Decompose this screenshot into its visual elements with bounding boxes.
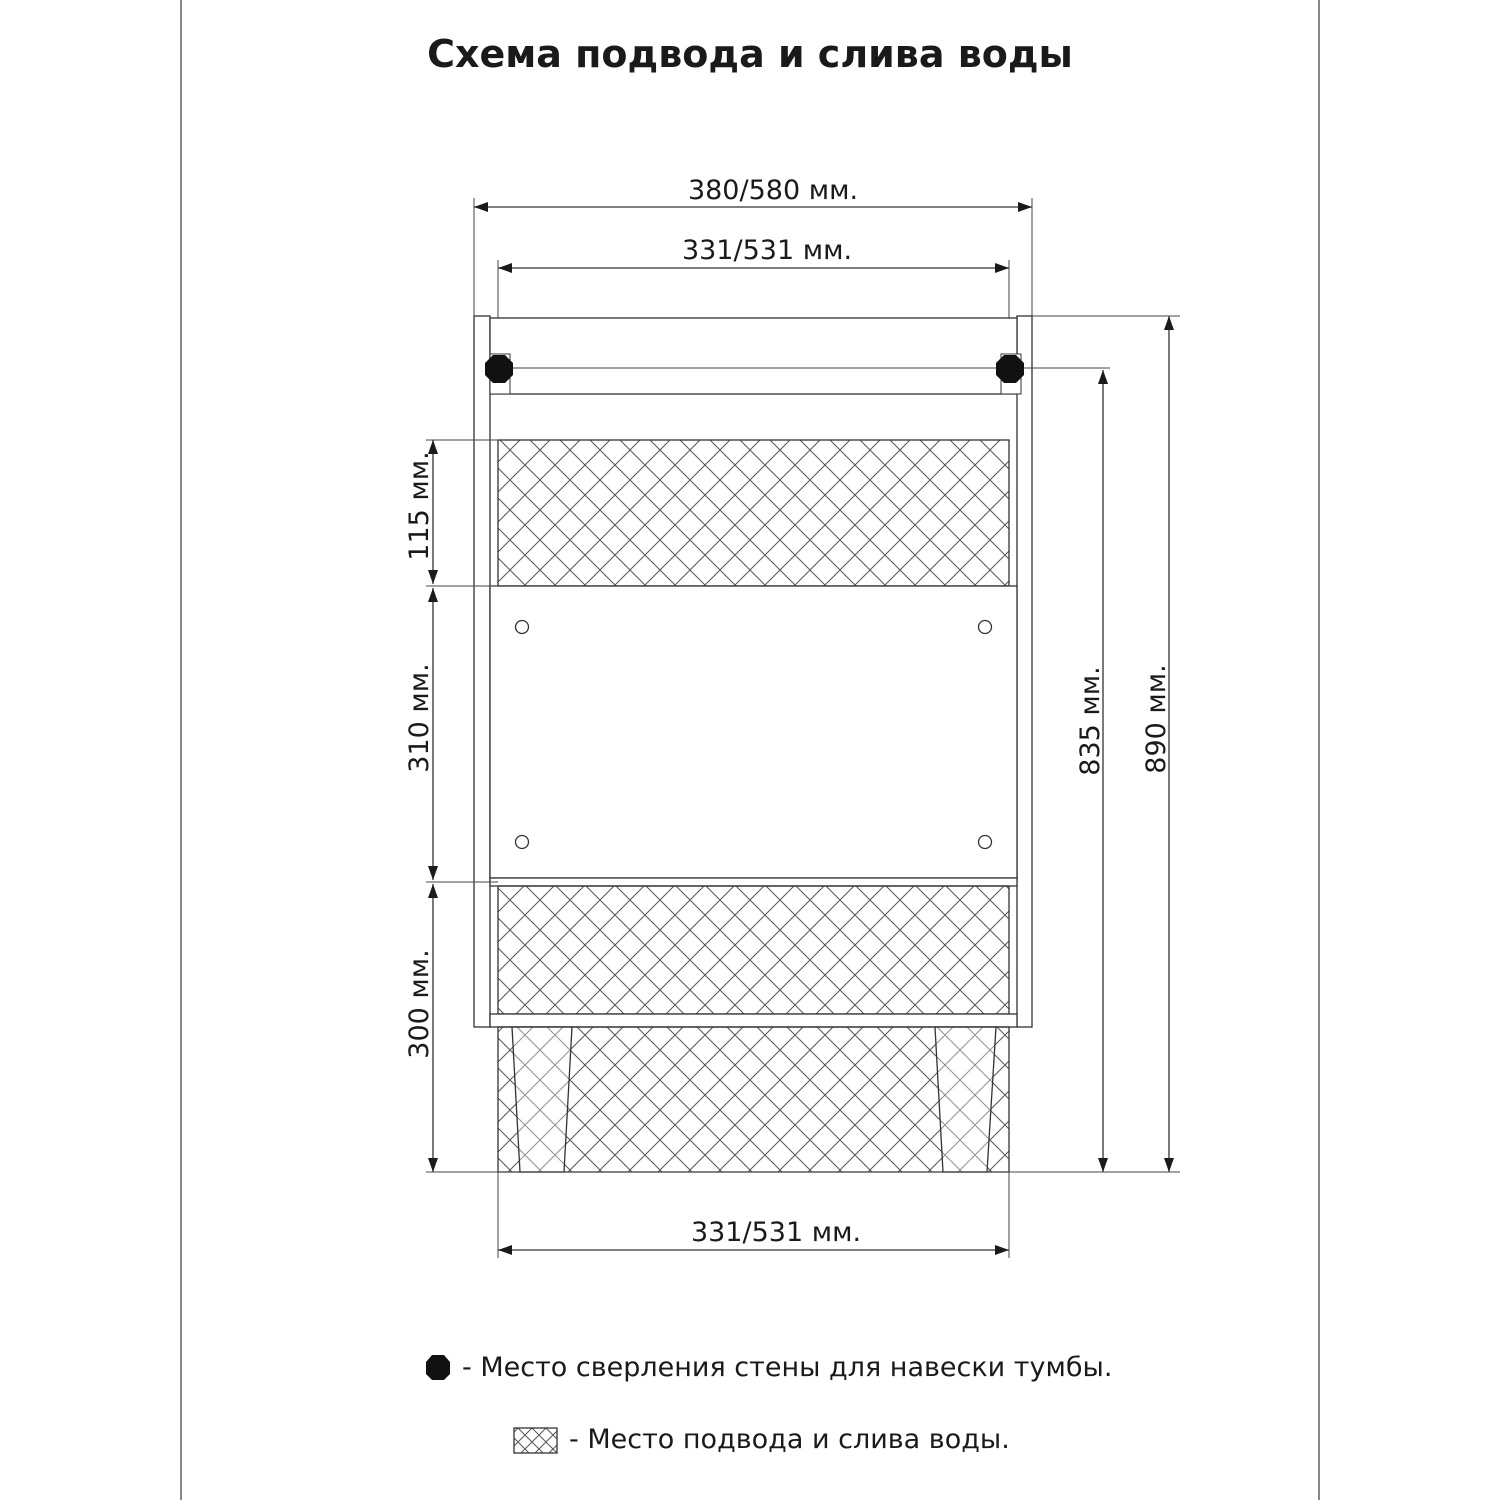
crosshatch-box-icon <box>514 1428 557 1453</box>
dimension-bottom <box>498 1172 1009 1258</box>
legend <box>426 1352 1112 1455</box>
screw-hole <box>979 836 992 849</box>
screw-hole <box>516 836 529 849</box>
screw-hole <box>516 621 529 634</box>
lower-water-zone <box>498 886 1009 1014</box>
dimension-label-middle-zone: 310 мм. <box>404 663 435 773</box>
dimension-label-top-inner: 331/531 мм. <box>681 235 853 266</box>
middle-panel <box>490 586 1017 878</box>
dimension-label-bottom: 331/531 мм. <box>690 1217 862 1248</box>
dimension-label-upper-zone: 115 мм. <box>404 451 435 561</box>
upper-water-zone <box>498 440 1009 586</box>
legend-water-zone: - Место подвода и слива воды. <box>569 1424 1010 1455</box>
cabinet <box>474 316 1110 1172</box>
right-leg <box>935 1027 996 1172</box>
legend-drill-point: - Место сверления стены для навески тумбы. <box>462 1352 1113 1383</box>
dimension-label-top-outer: 380/580 мм. <box>687 175 859 206</box>
dimension-label-total-height: 890 мм. <box>1141 664 1172 774</box>
drill-point-icon <box>996 355 1024 383</box>
dimension-label-lower-zone: 300 мм. <box>404 949 435 1059</box>
dimension-label-mount-height: 835 мм. <box>1075 666 1106 776</box>
dimension-right <box>1032 316 1180 1172</box>
drill-point-icon <box>485 355 513 383</box>
dimension-top-inner <box>498 235 1009 318</box>
left-leg <box>512 1027 572 1172</box>
legs-water-zone <box>498 1027 1009 1172</box>
diagram-title: Схема подвода и слива воды <box>427 32 1073 76</box>
filled-octagon-icon <box>426 1355 450 1380</box>
screw-hole <box>979 621 992 634</box>
